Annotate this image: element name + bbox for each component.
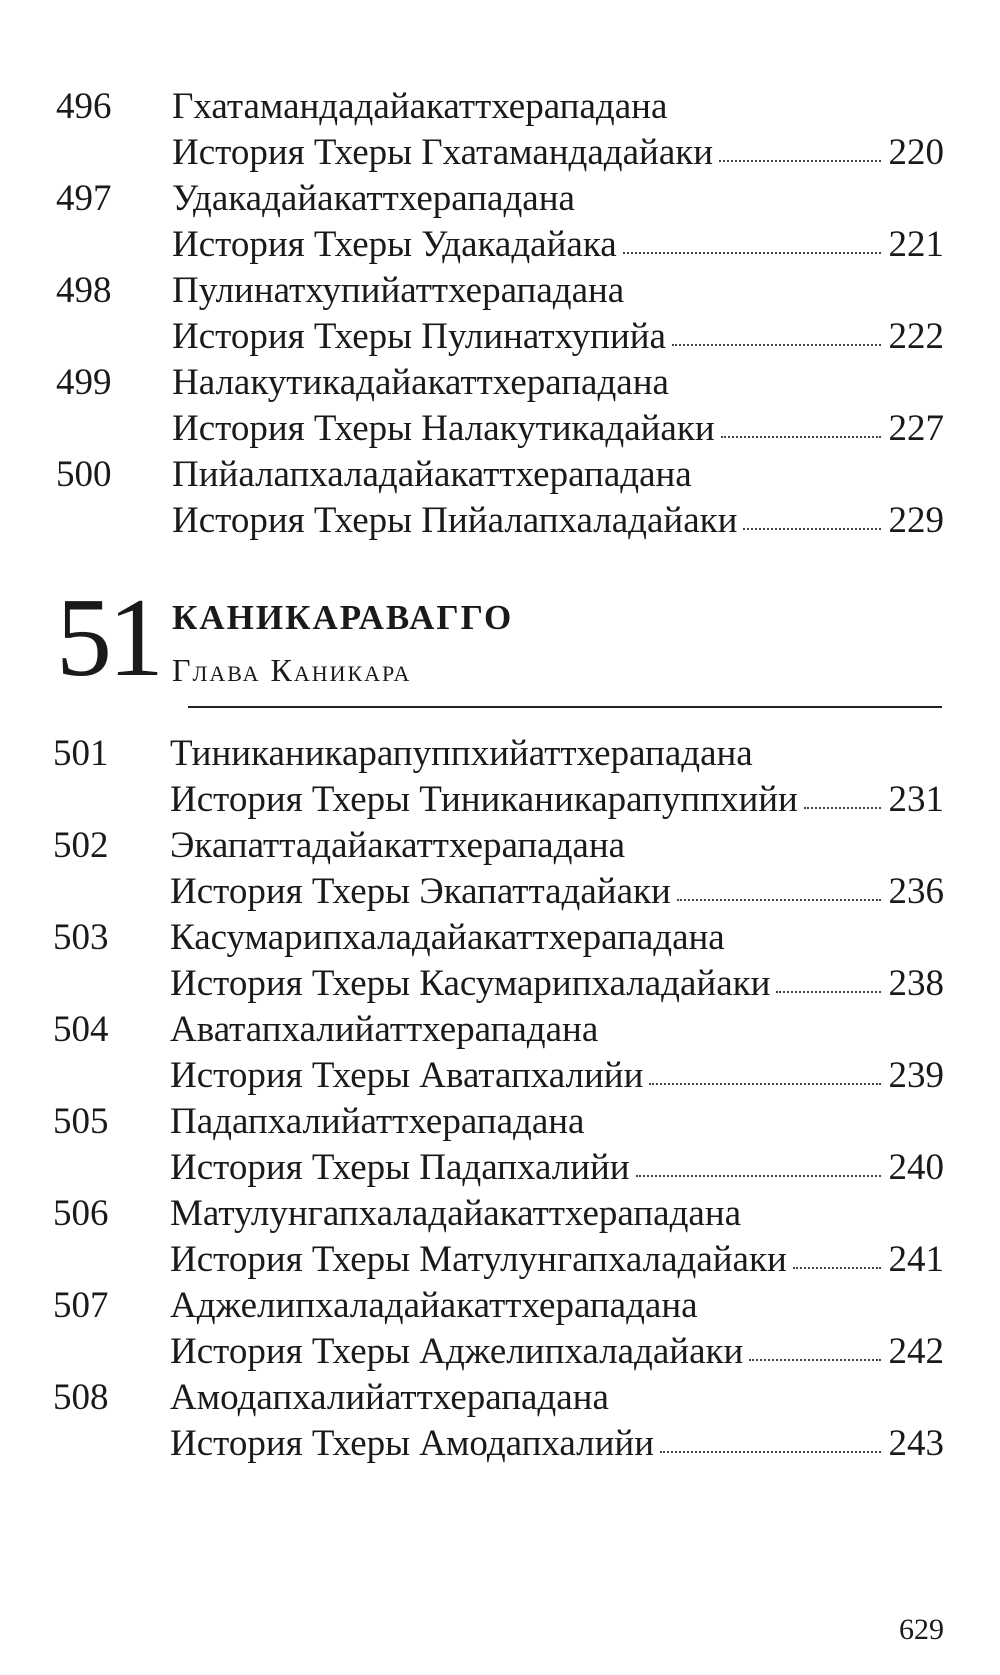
- toc-entry[interactable]: [0, 1191, 1000, 1283]
- toc-entry[interactable]: [0, 915, 1000, 1007]
- chapter-subtitle: Глава Каникара: [172, 652, 412, 688]
- entry-title: История Тхеры Тиниканикарапуппхийи: [170, 779, 798, 820]
- entry-page-number: 236: [888, 871, 944, 912]
- entry-title: История Тхеры Матулунгапхаладайаки: [170, 1239, 787, 1280]
- entry-page-number: 222: [888, 316, 944, 357]
- entry-number: 498: [56, 270, 112, 311]
- entry-page-number: 242: [888, 1331, 944, 1372]
- entry-title: История Тхеры Падапхалийи: [170, 1147, 630, 1188]
- page-number: 629: [899, 1613, 944, 1646]
- entry-pali-title: Матулунгапхаладайакаттхерападана: [170, 1193, 742, 1234]
- entry-title: История Тхеры Касумарипхаладайаки: [170, 963, 771, 1004]
- entry-pali-title: Удакадайакаттхерападана: [172, 178, 575, 219]
- entry-number: 499: [56, 362, 112, 403]
- entry-page-number: 221: [888, 224, 944, 265]
- entry-title: История Тхеры Пийалапхаладайаки: [172, 500, 738, 541]
- entry-page-number: 243: [888, 1423, 944, 1464]
- entry-number: 496: [56, 86, 112, 127]
- toc-entry[interactable]: [0, 823, 1000, 915]
- chapter-number: 51: [56, 576, 160, 700]
- entry-number: 505: [53, 1101, 109, 1142]
- dot-leader: [636, 1174, 881, 1177]
- entry-title: История Тхеры Аватапхалийи: [170, 1055, 644, 1096]
- entry-page-number: 241: [888, 1239, 944, 1280]
- dot-leader: [721, 435, 881, 438]
- entry-page-number: 220: [888, 132, 944, 173]
- entry-title: История Тхеры Налакутикадайаки: [172, 408, 715, 449]
- entry-number: 502: [53, 825, 109, 866]
- toc-entry[interactable]: [0, 1099, 1000, 1191]
- entry-page-number: 227: [888, 408, 944, 449]
- entry-pali-title: Пулинатхупийаттхерападана: [172, 270, 625, 311]
- entry-pali-title: Тиниканикарапуппхийаттхерападана: [170, 733, 753, 774]
- dot-leader: [776, 990, 880, 993]
- entry-pali-title: Касумарипхаладайакаттхерападана: [170, 917, 725, 958]
- toc-entry[interactable]: [0, 1007, 1000, 1099]
- entry-pali-title: Пийалапхаладайакаттхерападана: [172, 454, 692, 495]
- chapter-heading: [56, 576, 946, 720]
- entry-page-number: 240: [888, 1147, 944, 1188]
- dot-leader: [623, 251, 881, 254]
- entry-number: 497: [56, 178, 112, 219]
- entry-title: История Тхеры Амодапхалийи: [170, 1423, 655, 1464]
- entry-number: 506: [53, 1193, 109, 1234]
- toc-list-top: [0, 84, 1000, 544]
- dot-leader: [749, 1358, 880, 1361]
- chapter-title: КАНИКАРАВАГГО: [172, 598, 514, 637]
- entry-pali-title: Налакутикадайакаттхерападана: [172, 362, 669, 403]
- dot-leader: [743, 527, 880, 530]
- dot-leader: [719, 159, 880, 162]
- entry-number: 507: [53, 1285, 109, 1326]
- chapter-divider: [188, 706, 942, 708]
- toc-entry[interactable]: [0, 360, 1000, 452]
- toc-entry[interactable]: [0, 1375, 1000, 1467]
- entry-pali-title: Амодапхалийаттхерападана: [170, 1377, 609, 1418]
- entry-page-number: 239: [888, 1055, 944, 1096]
- entry-pali-title: Гхатамандадайакаттхерападана: [172, 86, 668, 127]
- entry-pali-title: Аджелипхаладайакаттхерападана: [170, 1285, 698, 1326]
- entry-number: 501: [53, 733, 109, 774]
- entry-page-number: 231: [888, 779, 944, 820]
- entry-number: 500: [56, 454, 112, 495]
- dot-leader: [804, 806, 881, 809]
- toc-entry[interactable]: [0, 268, 1000, 360]
- toc-entry[interactable]: [0, 84, 1000, 176]
- dot-leader: [677, 898, 881, 901]
- entry-title: История Тхеры Пулинатхупийа: [172, 316, 666, 357]
- entry-number: 503: [53, 917, 109, 958]
- toc-list-bottom: [0, 731, 1000, 1467]
- entry-title: История Тхеры Гхатамандадайаки: [172, 132, 714, 173]
- dot-leader: [649, 1082, 880, 1085]
- dot-leader: [660, 1450, 880, 1453]
- toc-entry[interactable]: [0, 1283, 1000, 1375]
- dot-leader: [793, 1266, 881, 1269]
- entry-pali-title: Аватапхалийаттхерападана: [170, 1009, 599, 1050]
- entry-number: 508: [53, 1377, 109, 1418]
- entry-title: История Тхеры Удакадайака: [172, 224, 617, 265]
- entry-page-number: 229: [888, 500, 944, 541]
- dot-leader: [672, 343, 881, 346]
- entry-title: История Тхеры Аджелипхаладайаки: [170, 1331, 744, 1372]
- entry-number: 504: [53, 1009, 109, 1050]
- entry-pali-title: Экапаттадайакаттхерападана: [170, 825, 626, 866]
- entry-pali-title: Падапхалийаттхерападана: [170, 1101, 585, 1142]
- toc-entry[interactable]: [0, 731, 1000, 823]
- toc-entry[interactable]: [0, 176, 1000, 268]
- entry-title: История Тхеры Экапаттадайаки: [170, 871, 671, 912]
- toc-entry[interactable]: [0, 452, 1000, 544]
- entry-page-number: 238: [888, 963, 944, 1004]
